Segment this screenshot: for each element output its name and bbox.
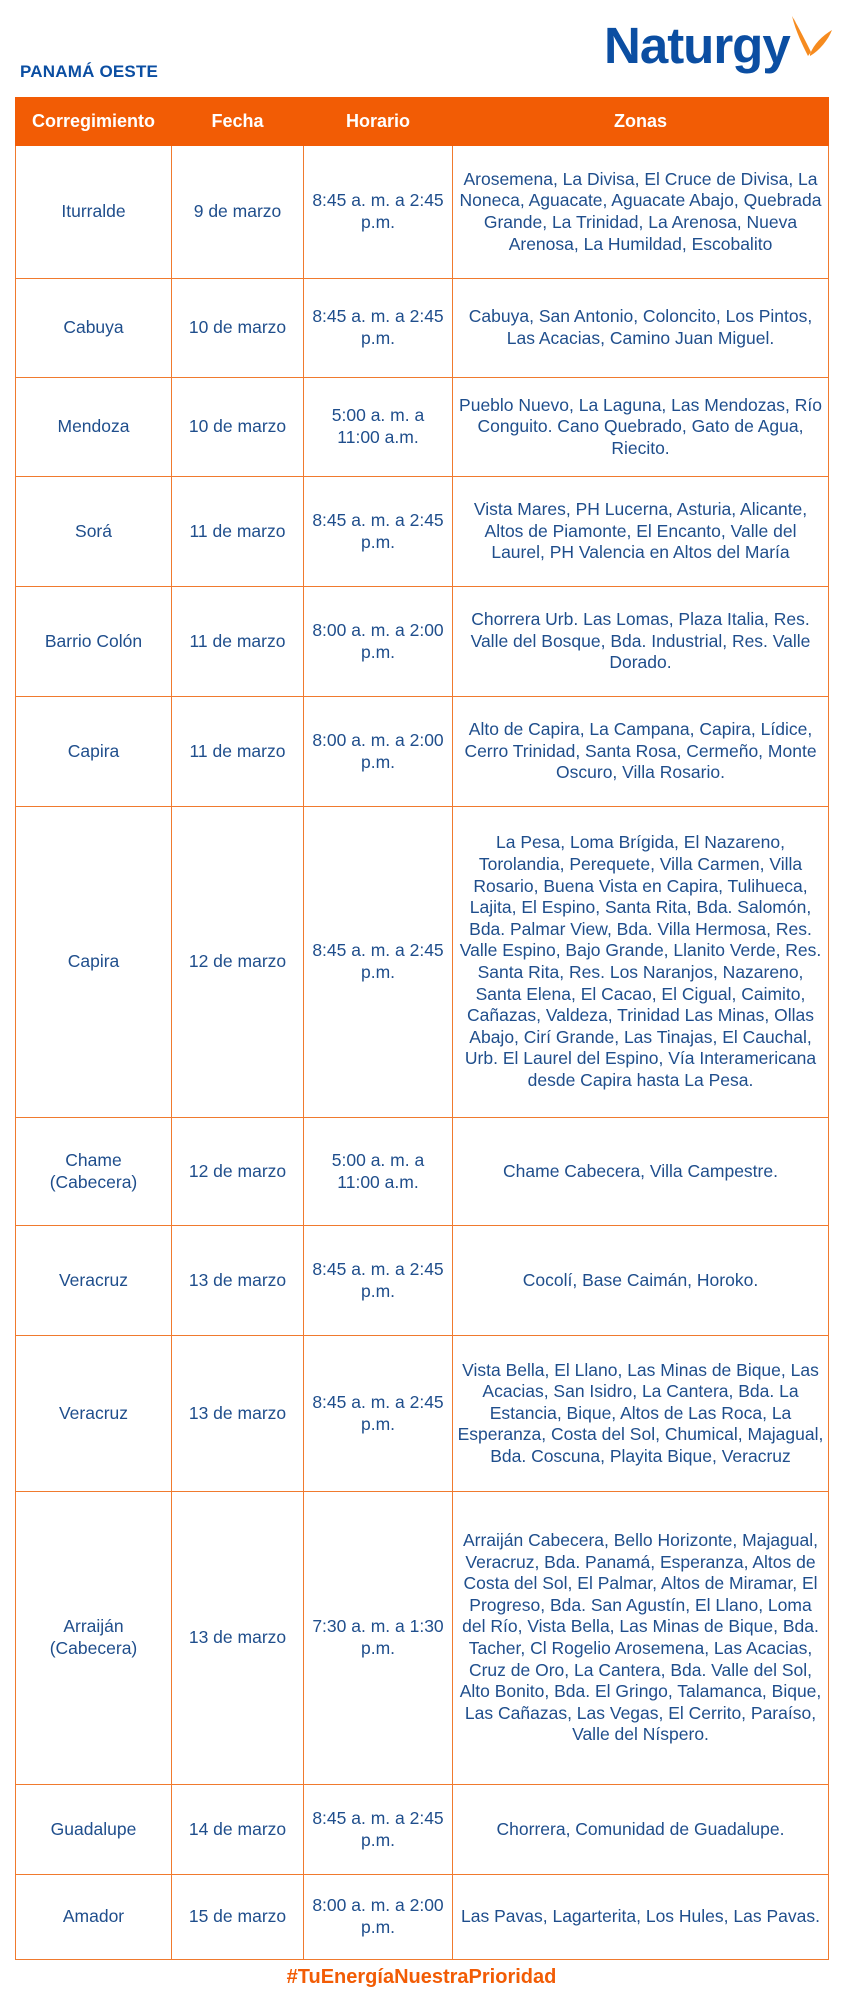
cell-corregimiento: Sorá [16, 477, 172, 587]
cell-fecha: 10 de marzo [172, 279, 304, 378]
cell-horario: 5:00 a. m. a 11:00 a.m. [304, 378, 453, 477]
cell-fecha: 11 de marzo [172, 587, 304, 697]
table-row [16, 1492, 829, 1785]
cell-horario: 8:45 a. m. a 2:45 p.m. [304, 279, 453, 378]
cell-corregimiento: Cabuya [16, 279, 172, 378]
table-row [16, 1336, 829, 1492]
cell-horario: 8:45 a. m. a 2:45 p.m. [304, 477, 453, 587]
header-zonas: Zonas [453, 98, 829, 146]
cell-corregimiento: Chame (Cabecera) [16, 1118, 172, 1226]
cell-zonas: Arosemena, La Divisa, El Cruce de Divisa, La Noneca, Aguacate, Aguacate Abajo, Quebrada Grande, La Trinidad, La Arenosa, Nueva Arenosa, La Humildad, Escobalito [453, 146, 829, 279]
cell-fecha: 15 de marzo [172, 1875, 304, 1960]
cell-corregimiento: Amador [16, 1875, 172, 1960]
cell-zonas: Vista Bella, El Llano, Las Minas de Bique, Las Acacias, San Isidro, La Cantera, Bda. La Estancia, Bique, Altos de Las Roca, La Esperanza, Costa del Sol, Chumical, Majagual, Bda. Coscuna, Playita Bique, Veracruz [453, 1336, 829, 1492]
cell-fecha: 14 de marzo [172, 1785, 304, 1875]
cell-horario: 8:45 a. m. a 2:45 p.m. [304, 146, 453, 279]
table-row [16, 279, 829, 378]
cell-horario: 8:00 a. m. a 2:00 p.m. [304, 697, 453, 807]
cell-horario: 8:45 a. m. a 2:45 p.m. [304, 1226, 453, 1336]
table-row [16, 1875, 829, 1960]
cell-horario: 8:45 a. m. a 2:45 p.m. [304, 807, 453, 1118]
cell-fecha: 13 de marzo [172, 1492, 304, 1785]
header-corregimiento: Corregimiento [16, 98, 172, 146]
cell-zonas: Arraiján Cabecera, Bello Horizonte, Majagual, Veracruz, Bda. Panamá, Esperanza, Altos de Costa del Sol, El Palmar, Altos de Miramar, El Progreso, Bda. San Agustín, El Llano, Loma del Río, Vista Bella, Las Minas de Bique, Bda. Tacher, Cl Rogelio Arosemena, Las Acacias, Cruz de Oro, La Cantera, Bda. Valle del Sol, Alto Bonito, Bda. El Gringo, Talamanca, Bique, Las Cañazas, Las Vegas, El Cerrito, Paraíso, Valle del Níspero. [453, 1492, 829, 1785]
cell-horario: 7:30 a. m. a 1:30 p.m. [304, 1492, 453, 1785]
cell-corregimiento: Arraiján (Cabecera) [16, 1492, 172, 1785]
region-title: PANAMÁ OESTE [20, 62, 159, 81]
cell-fecha: 12 de marzo [172, 807, 304, 1118]
table-row [16, 1785, 829, 1875]
cell-corregimiento: Capira [16, 807, 172, 1118]
cell-zonas: Chame Cabecera, Villa Campestre. [453, 1118, 829, 1226]
cell-fecha: 12 de marzo [172, 1118, 304, 1226]
cell-fecha: 11 de marzo [172, 477, 304, 587]
table-row [16, 697, 829, 807]
cell-corregimiento: Barrio Colón [16, 587, 172, 697]
cell-zonas: Pueblo Nuevo, La Laguna, Las Mendozas, Río Conguito. Cano Quebrado, Gato de Agua, Riecito. [453, 378, 829, 477]
cell-fecha: 13 de marzo [172, 1226, 304, 1336]
cell-corregimiento: Iturralde [16, 146, 172, 279]
cell-zonas: Cocolí, Base Caimán, Horoko. [453, 1226, 829, 1336]
cell-zonas: Alto de Capira, La Campana, Capira, Lídice, Cerro Trinidad, Santa Rosa, Cermeño, Monte Oscuro, Villa Rosario. [453, 697, 829, 807]
cell-horario: 5:00 a. m. a 11:00 a.m. [304, 1118, 453, 1226]
naturgy-logo [604, 14, 834, 84]
table-row [16, 1118, 829, 1226]
cell-horario: 8:45 a. m. a 2:45 p.m. [304, 1336, 453, 1492]
header-horario: Horario [304, 98, 453, 146]
table-row [16, 477, 829, 587]
cell-corregimiento: Veracruz [16, 1336, 172, 1492]
schedule-table [15, 97, 829, 1960]
table-row [16, 146, 829, 279]
cell-corregimiento: Veracruz [16, 1226, 172, 1336]
cell-fecha: 11 de marzo [172, 697, 304, 807]
cell-corregimiento: Mendoza [16, 378, 172, 477]
cell-horario: 8:45 a. m. a 2:45 p.m. [304, 1785, 453, 1875]
table-row [16, 807, 829, 1118]
cell-horario: 8:00 a. m. a 2:00 p.m. [304, 587, 453, 697]
cell-zonas: Vista Mares, PH Lucerna, Asturia, Alicante, Altos de Piamonte, El Encanto, Valle del Laurel, PH Valencia en Altos del María [453, 477, 829, 587]
table-header-row [16, 98, 829, 146]
table-row [16, 378, 829, 477]
cell-zonas: La Pesa, Loma Brígida, El Nazareno, Torolandia, Perequete, Villa Carmen, Villa Rosario, Buena Vista en Capira, Tulihueca, Lajita, El Espino, Santa Rita, Bda. Salomón, Bda. Palmar View, Bda. Villa Hermosa, Res. Valle Espino, Bajo Grande, Llanito Verde, Res. Santa Rita, Res. Los Naranjos, Nazareno, Santa Elena, El Cacao, El Cigual, Caimito, Cañazas, Valdeza, Trinidad Las Minas, Ollas Abajo, Cirí Grande, Las Tinajas, El Cauchal, Urb. El Laurel del Espino, Vía Interamericana desde Capira hasta La Pesa. [453, 807, 829, 1118]
cell-corregimiento: Guadalupe [16, 1785, 172, 1875]
naturgy-butterfly-icon [784, 14, 834, 64]
cell-fecha: 10 de marzo [172, 378, 304, 477]
cell-zonas: Las Pavas, Lagarterita, Los Hules, Las Pavas. [453, 1875, 829, 1960]
footer-hashtag: #TuEnergíaNuestraPrioridad [286, 1966, 557, 1988]
cell-zonas: Chorrera, Comunidad de Guadalupe. [453, 1785, 829, 1875]
cell-fecha: 13 de marzo [172, 1336, 304, 1492]
table-row [16, 587, 829, 697]
cell-zonas: Chorrera Urb. Las Lomas, Plaza Italia, Res. Valle del Bosque, Bda. Industrial, Res. Valle Dorado. [453, 587, 829, 697]
logo-wordmark: Naturgy [604, 17, 790, 74]
cell-fecha: 9 de marzo [172, 146, 304, 279]
cell-horario: 8:00 a. m. a 2:00 p.m. [304, 1875, 453, 1960]
cell-corregimiento: Capira [16, 697, 172, 807]
cell-zonas: Cabuya, San Antonio, Coloncito, Los Pintos, Las Acacias, Camino Juan Miguel. [453, 279, 829, 378]
table-row [16, 1226, 829, 1336]
header-fecha: Fecha [172, 98, 304, 146]
